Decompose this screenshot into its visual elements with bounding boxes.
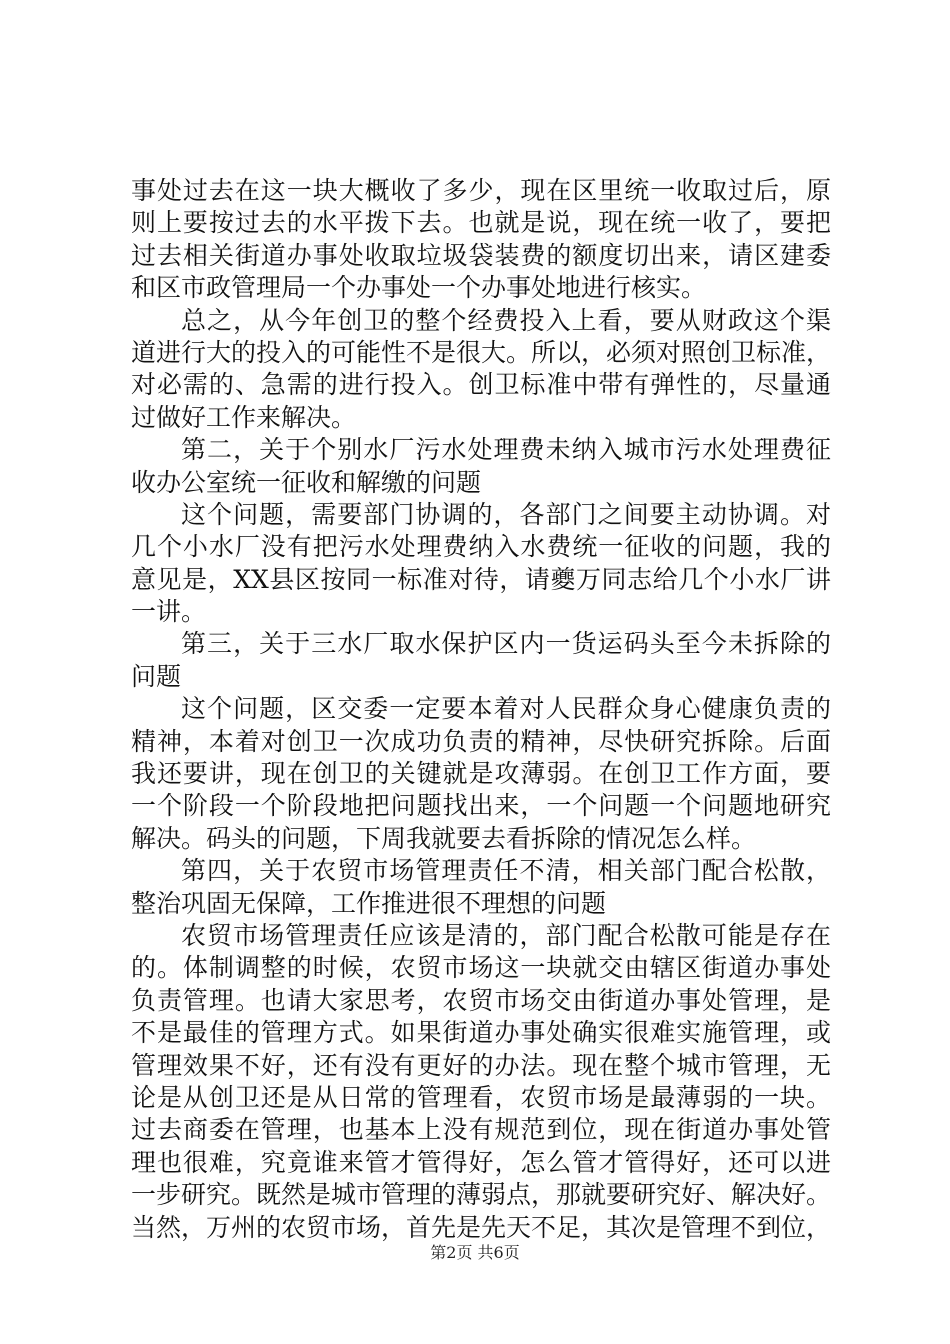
text-line: 我还要讲，现在创卫的关键就是攻薄弱。在创卫工作方面，要: [131, 759, 831, 789]
text-line: 农贸市场管理责任应该是清的，部门配合松散可能是存在: [181, 920, 831, 950]
text-line: 的。体制调整的时候，农贸市场这一块就交由辖区街道办事处: [131, 953, 831, 983]
text-line: 管理效果不好，还有没有更好的办法。现在整个城市管理，无: [131, 1050, 831, 1080]
text-line: 一讲。: [131, 597, 207, 627]
text-line: 几个小水厂没有把污水处理费纳入水费统一征收的问题，我的: [131, 532, 831, 562]
text-line: 对必需的、急需的进行投入。创卫标准中带有弹性的，尽量通: [131, 370, 831, 400]
text-line: 当然，万州的农贸市场，首先是先天不足，其次是管理不到位，: [131, 1212, 832, 1242]
text-line: 论是从创卫还是从日常的管理看，农贸市场是最薄弱的一块。: [131, 1082, 831, 1112]
text-line: 则上要按过去的水平拨下去。也就是说，现在统一收了，要把: [131, 208, 831, 238]
text-line: 过去相关街道办事处收取垃圾袋装费的额度切出来，请区建委: [131, 240, 831, 270]
text-line: 精神，本着对创卫一次成功负责的精神，尽快研究拆除。后面: [131, 726, 831, 756]
text-line: 总之，从今年创卫的整个经费投入上看，要从财政这个渠: [181, 305, 831, 335]
text-line: 这个问题，需要部门协调的，各部门之间要主动协调。对: [181, 499, 831, 529]
text-line: 第二，关于个别水厂污水处理费未纳入城市污水处理费征: [181, 435, 831, 465]
text-line: 过做好工作来解决。: [131, 402, 357, 432]
text-line: 一个阶段一个阶段地把问题找出来，一个问题一个问题地研究: [131, 791, 831, 821]
text-line: 解决。码头的问题，下周我就要去看拆除的情况怎么样。: [131, 823, 757, 853]
text-line: 和区市政管理局一个办事处一个办事处地进行核实。: [131, 273, 707, 303]
text-line: 问题: [131, 661, 182, 691]
text-line: 第三，关于三水厂取水保护区内一货运码头至今未拆除的: [181, 629, 831, 659]
document-body: [131, 175, 831, 1244]
text-line: 过去商委在管理，也基本上没有规范到位，现在街道办事处管: [131, 1115, 831, 1145]
text-line: 道进行大的投入的可能性不是很大。所以，必须对照创卫标准，: [131, 337, 832, 367]
text-line: 收办公室统一征收和解缴的问题: [131, 467, 482, 497]
text-line: 这个问题，区交委一定要本着对人民群众身心健康负责的: [181, 694, 831, 724]
text-line: 理也很难，究竟谁来管才管得好，怎么管才管得好，还可以进: [131, 1147, 831, 1177]
text-line: 事处过去在这一块大概收了多少，现在区里统一收取过后，原: [131, 176, 831, 205]
text-line: 整治巩固无保障，工作推进很不理想的问题: [131, 888, 607, 918]
text-line: 一步研究。既然是城市管理的薄弱点，那就要研究好、解决好。: [131, 1180, 832, 1210]
page-footer: 第2页 共6页: [430, 1243, 520, 1262]
text-line: 第四，关于农贸市场管理责任不清，相关部门配合松散，: [181, 856, 831, 886]
text-line: 不是最佳的管理方式。如果街道办事处确实很难实施管理，或: [131, 1018, 831, 1048]
text-line: 意见是，XX县区按同一标准对待，请夔万同志给几个小水厂讲: [131, 564, 831, 594]
text-line: 负责管理。也请大家思考，农贸市场交由街道办事处管理，是: [131, 985, 831, 1015]
